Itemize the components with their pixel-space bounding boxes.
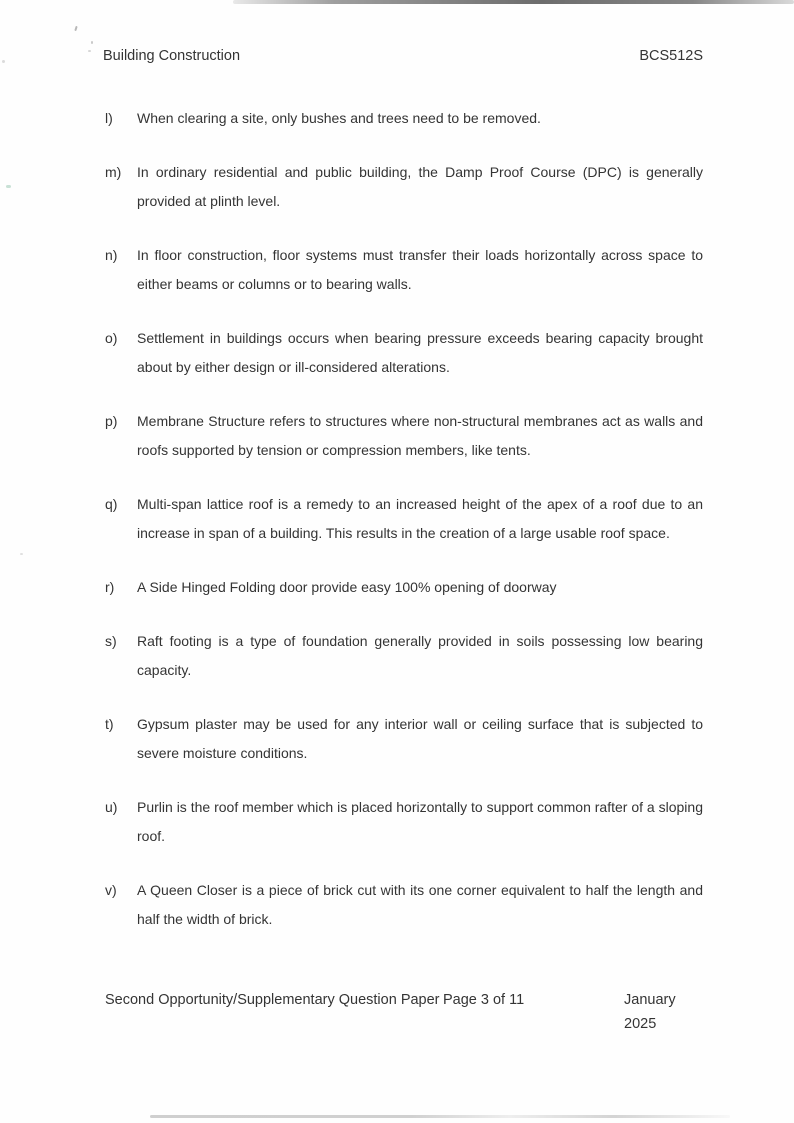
item-label: p) <box>105 413 118 429</box>
item-text: Gypsum plaster may be used for any interior wall or ceiling surface that is subjected to severe moisture conditions. <box>137 716 703 761</box>
scan-speck <box>20 553 23 555</box>
page-footer <box>105 988 705 1032</box>
scan-artifact-bottom-edge <box>150 1115 730 1118</box>
item-label: q) <box>105 496 118 512</box>
item-label: s) <box>105 633 117 649</box>
scan-speck <box>74 26 77 31</box>
scan-speck <box>91 41 93 44</box>
course-title: Building Construction <box>103 48 241 64</box>
items-list <box>105 104 703 934</box>
list-item <box>105 573 703 602</box>
course-code: BCS512S <box>639 48 703 64</box>
item-text: Purlin is the roof member which is placed horizontally to support common rafter of a sloping roof. <box>137 799 703 844</box>
item-label: n) <box>105 247 118 263</box>
list-item <box>105 876 703 934</box>
footer-page-number: Page 3 of 11 <box>443 992 525 1008</box>
item-label: o) <box>105 330 118 346</box>
list-item <box>105 793 703 851</box>
scan-speck <box>6 185 11 188</box>
list-item <box>105 627 703 685</box>
item-text: A Queen Closer is a piece of brick cut with its one corner equivalent to half the length and half the width of brick. <box>137 882 703 927</box>
list-item <box>105 158 703 216</box>
item-label: r) <box>105 579 115 595</box>
item-text: When clearing a site, only bushes and trees need to be removed. <box>137 110 541 126</box>
list-item <box>105 710 703 768</box>
item-text: Multi-span lattice roof is a remedy to an increased height of the apex of a roof due to an increase in span of a building. This results in the creation of a large usable roof space. <box>137 496 703 541</box>
item-text: Membrane Structure refers to structures where non-structural membranes act as walls and roofs supported by tension or compression members, like tents. <box>137 413 703 458</box>
item-text: In floor construction, floor systems must transfer their loads horizontally across space to either beams or columns or to bearing walls. <box>137 247 703 292</box>
item-text: Raft footing is a type of foundation generally provided in soils possessing low bearing capacity. <box>137 633 703 678</box>
list-item <box>105 104 703 133</box>
scan-speck <box>88 50 91 52</box>
item-text: Settlement in buildings occurs when bearing pressure exceeds bearing capacity brought about by either design or ill-considered alterations. <box>137 330 703 375</box>
item-label: t) <box>105 716 114 732</box>
item-label: u) <box>105 799 118 815</box>
footer-paper-type: Second Opportunity/Supplementary Question Paper <box>105 992 440 1008</box>
page-header <box>103 46 703 66</box>
list-item <box>105 490 703 548</box>
scan-artifact-top-edge <box>233 0 794 4</box>
list-item <box>105 241 703 299</box>
item-text: A Side Hinged Folding door provide easy 100% opening of doorway <box>137 579 557 595</box>
item-label: m) <box>105 164 122 180</box>
footer-date: January 2025 <box>624 992 676 1032</box>
item-label: v) <box>105 882 117 898</box>
list-item <box>105 407 703 465</box>
list-item <box>105 324 703 382</box>
scan-speck <box>2 60 5 63</box>
item-label: l) <box>105 110 113 126</box>
item-text: In ordinary residential and public building, the Damp Proof Course (DPC) is generally provided at plinth level. <box>137 164 703 209</box>
